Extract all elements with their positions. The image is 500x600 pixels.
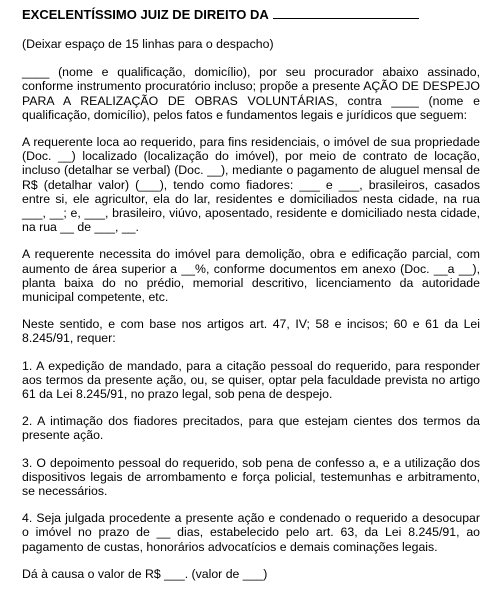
paragraph-lease-facts: A requerente loca ao requerido, para fins residenciais, o imóvel de sua propriedade (Doc. __) localizado (localização do imóvel), por meio de contrato de locação, incluso (detalhar se verbal) (Doc. __), mediante o pagamento de aluguel mensal de R$ (detalhar valor) (___), tendo como fiadores: ___ e ___, brasileiros, casados entre si, ele agricultor, ela do lar, residentes e domiciliados nesta cidade, na rua ___, __; e, ___, brasileiro, viúvo, aposentado, residente e domiciliado nesta cidade, na rua __ de ___, __. [22,135,480,235]
paragraph-parties: ____ (nome e qualificação, domicílio), por seu procurador abaixo assinado, conforme instrumento procuratório incluso; propõe a presente AÇÃO DE DESPEJO PARA A REALIZAÇÃO DE OBRAS VOLUNTÁRIAS, contra ____ (nome e qualificação, domicílio), pelos fatos e fundamentos legais e jurídicos que seguem: [22,65,480,122]
request-item-4: 4. Seja julgada procedente a presente ação e condenado o requerido a desocupar o imóvel no prazo de __ dias, estabelecido pelo art. 63, da Lei 8.245/91, ao pagamento de custas, honorários advocatícios e demais cominações legais. [22,511,480,554]
document-heading [22,6,480,23]
request-item-1: 1. A expedição de mandado, para a citação pessoal do requerido, para responder aos termos da presente ação, ou, se quiser, optar pela faculdade prevista no artigo 61 da Lei 8.245/91, no prazo legal, sob pena de despejo. [22,358,480,402]
paragraph-need-for-property: A requerente necessita do imóvel para demolição, obra e edificação parcial, com aumento de área superior a __%, conforme documentos em anexo (Doc. __a __), planta baixa do no prédio, memorial descritivo, licenciamento da autoridade municipal competente, etc. [22,247,480,305]
court-name-blank-line [273,6,419,19]
claim-value: Dá à causa o valor de R$ ___. (valor de ___) [22,566,268,581]
request-item-2: 2. A intimação dos fiadores precitados, para que estejam cientes dos termos da presente ação. [22,414,480,443]
document-page [22,6,480,581]
page-title: EXCELENTÍSSIMO JUIZ DE DIREITO DA [22,7,269,22]
request-item-3: 3. O depoimento pessoal do requerido, sob pena de confesso a, e a utilização dos dispositivos legais de arrombamento e força policial, testemunhas e arbitramento, se necessários. [22,455,480,499]
dispatch-note: (Deixar espaço de 15 linhas para o despacho) [22,37,274,51]
paragraph-legal-basis: Neste sentido, e com base nos artigos art. 47, IV; 58 e incisos; 60 e 61 da Lei 8.245/91, requer: [22,317,480,346]
